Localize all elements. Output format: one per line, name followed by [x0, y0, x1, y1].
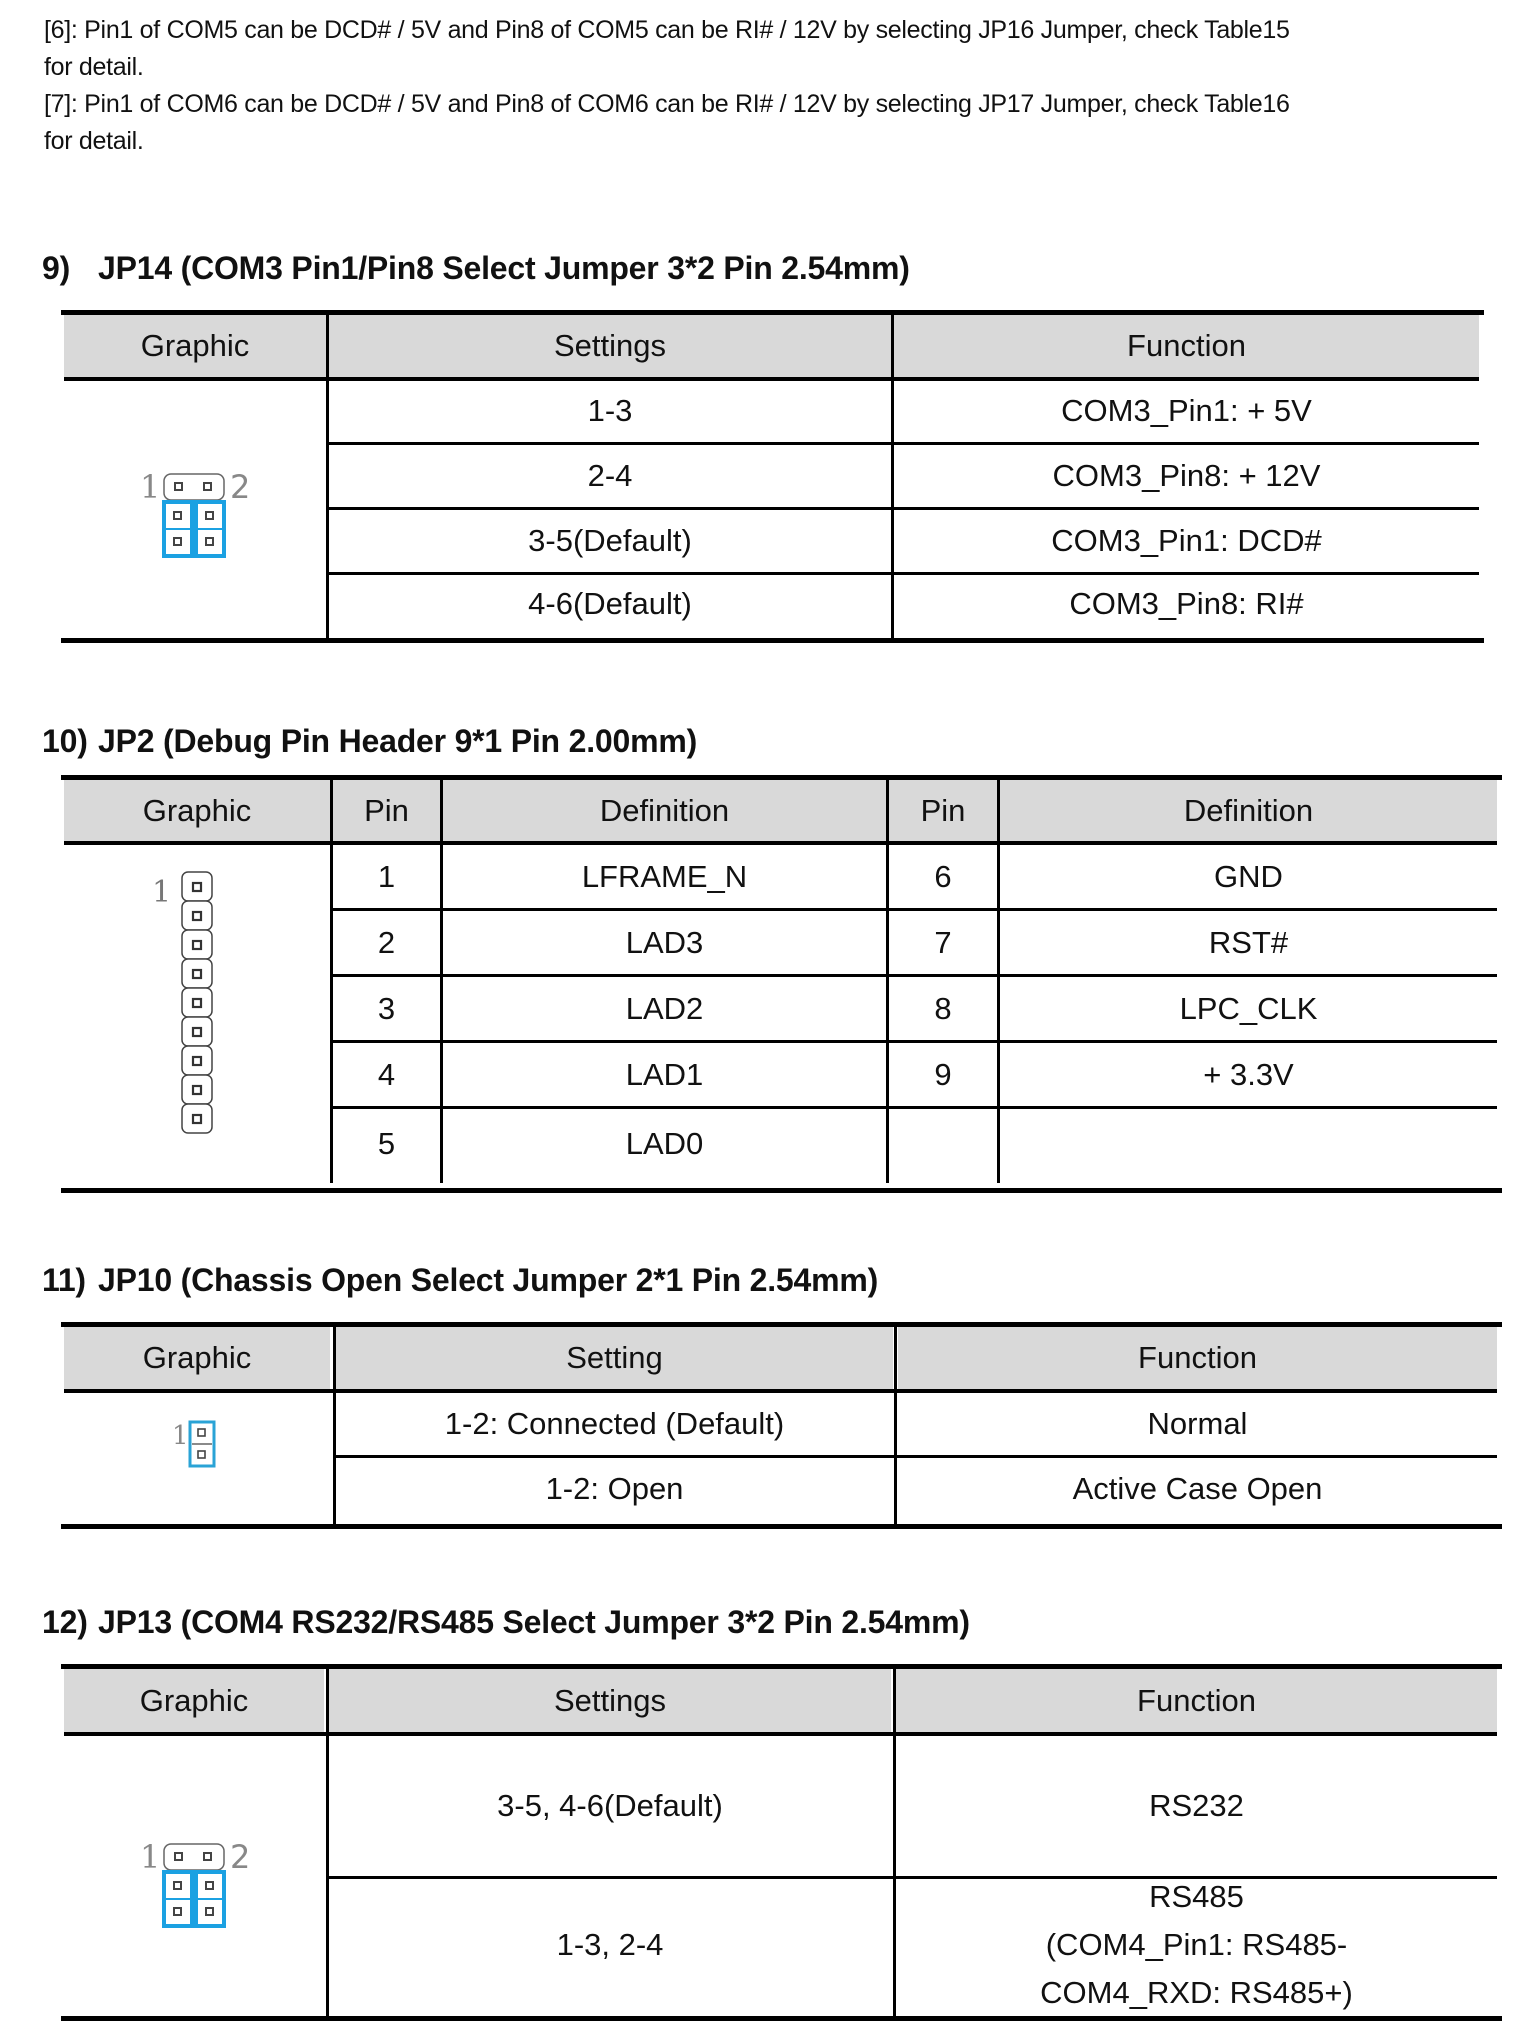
- header-pin-b: Pin: [889, 780, 997, 841]
- function-line: RS485: [1149, 1879, 1244, 1914]
- setting-cell: 3-5, 4-6(Default): [497, 1788, 723, 1823]
- setting-cell: 2-4: [587, 458, 633, 493]
- pin-cell: 2: [377, 924, 396, 960]
- function-cell: Active Case Open: [1072, 1470, 1323, 1506]
- function-cell: [896, 1879, 1497, 2011]
- header-pin-a: Pin: [333, 780, 440, 841]
- pin-cell: 8: [934, 990, 952, 1026]
- svg-text:1: 1: [140, 468, 161, 506]
- header-function: Function: [894, 315, 1479, 377]
- header-settings: Settings: [329, 1669, 891, 1732]
- function-line: (COM4_Pin1: RS485-: [1045, 1927, 1348, 1962]
- setting-cell: 1-2: Connected (Default): [444, 1406, 785, 1441]
- section-10-title: [42, 723, 697, 760]
- function-cell: COM3_Pin1: + 5V: [1061, 393, 1312, 428]
- section-number: 9): [42, 250, 71, 286]
- note-7-line1: [7]: Pin1 of COM6 can be DCD# / 5V and Pin8 of COM6 can be RI# / 12V by selecting JP17 Jumper, check Table16: [44, 90, 1290, 118]
- pin-cell: 7: [934, 924, 952, 960]
- definition-cell: LAD1: [625, 1056, 704, 1092]
- section-11-title: [42, 1262, 878, 1299]
- setting-cell: 4-6(Default): [528, 586, 692, 621]
- definition-cell: LAD3: [625, 924, 704, 960]
- jumper-3x2-icon: [138, 1832, 258, 1937]
- section-number: 11): [42, 1262, 86, 1298]
- header-definition-b: Definition: [1000, 780, 1497, 841]
- setting-cell: 1-3: [587, 393, 633, 428]
- header-function: Function: [898, 1327, 1497, 1389]
- svg-text:1: 1: [152, 875, 172, 910]
- note-6-line2: for detail.: [44, 53, 144, 81]
- svg-text:2: 2: [230, 1838, 251, 1876]
- function-cell: COM3_Pin8: + 12V: [1052, 458, 1321, 493]
- section-heading: JP2 (Debug Pin Header 9*1 Pin 2.00mm): [98, 723, 698, 759]
- section-12-title: [42, 1604, 970, 1641]
- jumper-3x2-icon: [138, 462, 258, 567]
- definition-cell: RST#: [1208, 924, 1289, 960]
- section-9-title: [42, 250, 910, 287]
- svg-text:1: 1: [140, 1838, 161, 1876]
- header-graphic: Graphic: [64, 780, 330, 841]
- function-line: RS232: [1149, 1788, 1244, 1823]
- pin-cell: 4: [377, 1056, 396, 1092]
- header-definition-a: Definition: [443, 780, 886, 841]
- function-line: COM4_RXD: RS485+): [1040, 1975, 1353, 2010]
- header-setting: Setting: [336, 1327, 893, 1389]
- definition-cell: [1000, 1109, 1497, 1178]
- setting-cell: 1-2: Open: [545, 1470, 684, 1506]
- definition-cell: GND: [1214, 858, 1283, 894]
- function-cell: COM3_Pin8: RI#: [1069, 586, 1304, 621]
- section-heading: JP13 (COM4 RS232/RS485 Select Jumper 3*2 Pin 2.54mm): [98, 1604, 970, 1640]
- pin-cell: [889, 1109, 997, 1178]
- definition-cell: + 3.3V: [1203, 1056, 1294, 1092]
- header-settings: Settings: [329, 315, 891, 377]
- svg-text:1: 1: [172, 1421, 189, 1451]
- definition-cell: LAD0: [625, 1125, 704, 1161]
- setting-cell: 3-5(Default): [528, 523, 692, 558]
- pin-cell: 1: [377, 858, 396, 894]
- pin-cell: 3: [377, 990, 396, 1026]
- header-graphic: Graphic: [64, 315, 326, 377]
- section-heading: JP10 (Chassis Open Select Jumper 2*1 Pin 2.54mm): [98, 1262, 879, 1298]
- header-graphic: Graphic: [64, 1669, 324, 1732]
- section-heading: JP14 (COM3 Pin1/Pin8 Select Jumper 3*2 Pin 2.54mm): [98, 250, 910, 286]
- jumper-2x1-icon: [172, 1418, 232, 1483]
- pin-header-9x1-icon: [150, 868, 220, 1153]
- definition-cell: LFRAME_N: [581, 858, 748, 894]
- function-cell: COM3_Pin1: DCD#: [1051, 523, 1322, 558]
- function-cell: [896, 1736, 1497, 1876]
- function-cell: Normal: [1147, 1406, 1248, 1441]
- header-graphic: Graphic: [64, 1327, 330, 1389]
- section-number: 10): [42, 723, 88, 759]
- definition-cell: LPC_CLK: [1179, 990, 1318, 1026]
- pin-cell: 5: [377, 1125, 396, 1161]
- header-function: Function: [896, 1669, 1497, 1732]
- note-7-line2: for detail.: [44, 127, 144, 155]
- pin-cell: 6: [934, 858, 952, 894]
- setting-cell: 1-3, 2-4: [556, 1927, 664, 1962]
- definition-cell: LAD2: [625, 990, 704, 1026]
- svg-text:2: 2: [230, 468, 251, 506]
- pin-cell: 9: [934, 1056, 952, 1092]
- section-number: 12): [42, 1604, 88, 1640]
- note-6-line1: [6]: Pin1 of COM5 can be DCD# / 5V and Pin8 of COM5 can be RI# / 12V by selecting JP16 Jumper, check Table15: [44, 16, 1290, 44]
